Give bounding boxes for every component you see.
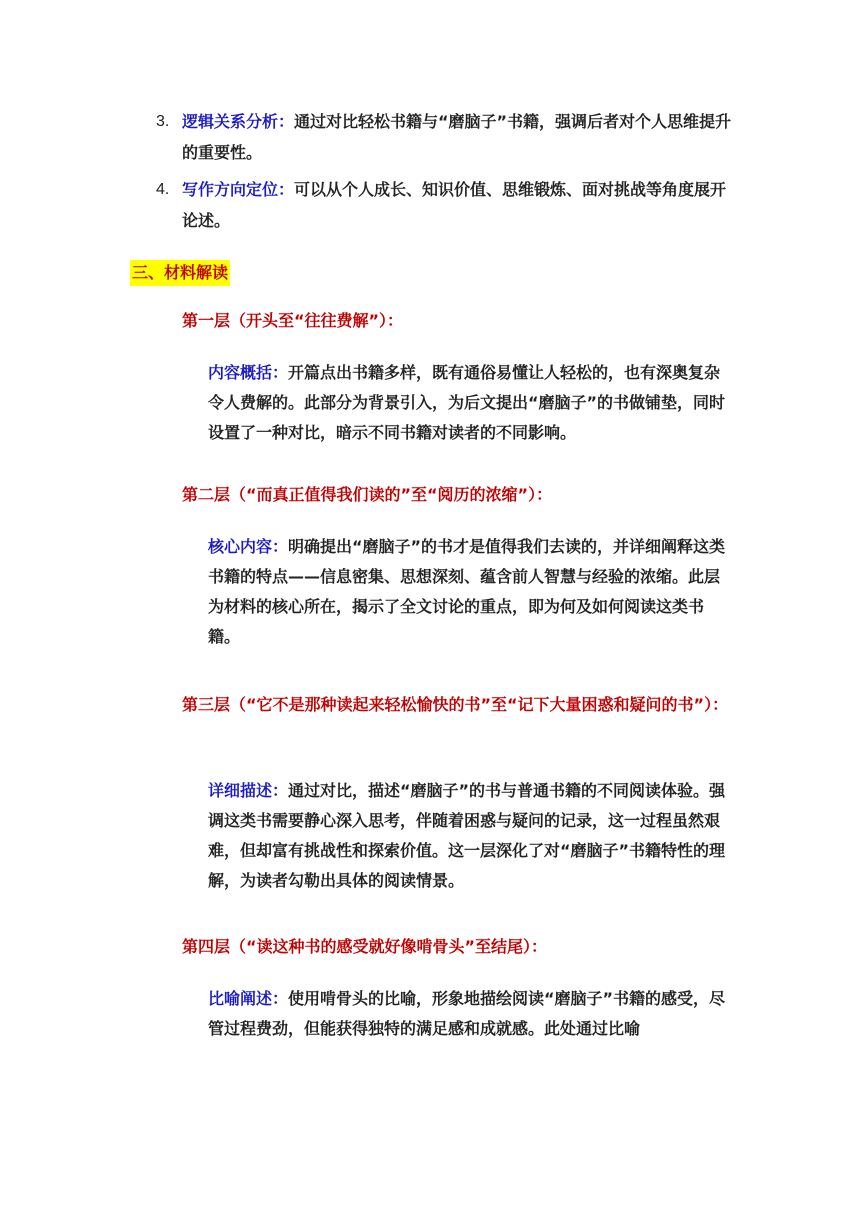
list-item-text: 通过对比轻松书籍与“磨脑子”书籍，强调后者对个人思维提升的重要性。	[182, 112, 732, 162]
list-item-3	[156, 106, 732, 168]
list-item-text: 可以从个人成长、知识价值、思维锻炼、面对挑战等角度展开论述。	[182, 180, 727, 230]
layer-title-2: 第二层（“而真正值得我们读的”至“阅历的浓缩”）：	[182, 485, 553, 504]
paragraph-text: 通过对比，描述“磨脑子”的书与普通书籍的不同阅读体验。强调这类书需要静心深入思考，伴随着困惑与疑问的记录，这一过程虽然艰难，但却富有挑战性和探索价值。这一层深化了对“磨脑子”书籍特性的理解，为读者勾勒出具体的阅读情景。	[208, 781, 726, 890]
layer-title-4: 第四层（“读这种书的感受就好像啃骨头”至结尾）：	[182, 937, 548, 956]
paragraph-text: 明确提出“磨脑子”的书才是值得我们去读的，并详细阐释这类书籍的特点——信息密集、思想深刻、蕴含前人智慧与经验的浓缩。此层为材料的核心所在，揭示了全文讨论的重点，即为何及如何阅读这类书籍。	[208, 537, 726, 646]
list-number: 3.	[156, 113, 170, 130]
layer-paragraph-1	[208, 358, 732, 448]
paragraph-label: 比喻阐述：	[208, 989, 289, 1008]
paragraph-label: 内容概括：	[208, 363, 289, 382]
layer-paragraph-2	[208, 532, 732, 652]
section-title: 三、材料解读	[130, 260, 230, 286]
layer-paragraph-4	[208, 984, 732, 1044]
layer-title-3: 第三层（“它不是那种读起来轻松愉快的书”至“记下大量困惑和疑问的书”）：	[182, 695, 729, 714]
list-item-label: 写作方向定位：	[182, 180, 295, 199]
paragraph-text: 使用啃骨头的比喻，形象地描绘阅读“磨脑子”书籍的感受，尽管过程费劲，但能获得独特的满足感和成就感。此处通过比喻	[208, 989, 726, 1038]
layer-paragraph-3	[208, 776, 732, 896]
layer-title-1: 第一层（开头至“往往费解”）：	[182, 311, 404, 330]
paragraph-label: 核心内容：	[208, 537, 289, 556]
list-number: 4.	[156, 181, 170, 198]
list-item-4	[156, 174, 732, 236]
paragraph-label: 详细描述：	[208, 781, 289, 800]
paragraph-text: 开篇点出书籍多样，既有通俗易懂让人轻松的，也有深奥复杂令人费解的。此部分为背景引入，为后文提出“磨脑子”的书做铺垫，同时设置了一种对比，暗示不同书籍对读者的不同影响。	[208, 363, 726, 442]
list-item-label: 逻辑关系分析：	[182, 112, 295, 131]
